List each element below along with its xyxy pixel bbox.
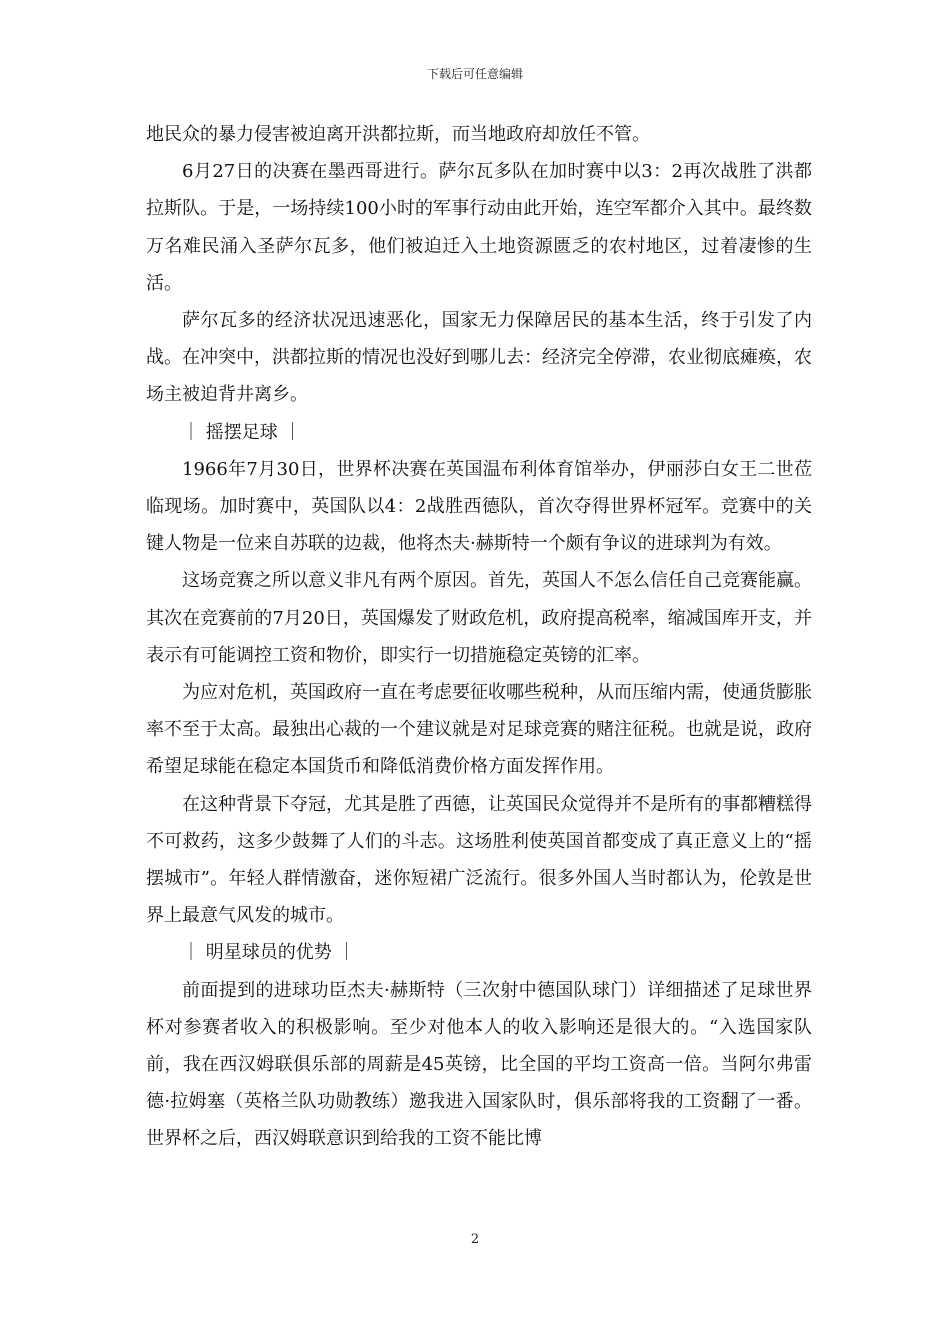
paragraph-swinging-city: 在这种背景下夺冠，尤其是胜了西德，让英国民众觉得并不是所有的事都糟糕得不可救药，这多少鼓舞了人们的斗志。这场胜利使英国首都变成了真正意义上的“摇摆城市”。年轻人群情激奋，迷你短裙广泛流行。很多外国人当时都认为，伦敦是世界上最意气风发的城市。 xyxy=(146,793,812,927)
page-number: 2 xyxy=(470,1232,480,1247)
paragraph-1966-final: 1966年7月30日，世界杯决赛在英国温布利体育馆举办，伊丽莎白女王二世莅临现场。加时赛中，英国队以4：2战胜西德队，首次夺得世界杯冠军。竞赛中的关键人物是一位来自苏联的边裁，他将杰夫·赫斯特一个颇有争议的进球判为有效。 xyxy=(146,458,812,555)
section-heading-swinging-football: ｜ 摇摆足球 ｜ xyxy=(182,421,302,443)
paragraph-final-match: 6月27日的决赛在墨西哥进行。萨尔瓦多队在加时赛中以3：2再次战胜了洪都拉斯队。于是，一场持续100小时的军事行动由此开始，连空军都介入其中。最终数万名难民涌入圣萨尔瓦多，他们被迫迁入土地资源匮乏的农村地区，过着凄惨的生活。 xyxy=(146,161,812,294)
page-header: 下载后可任意编辑 xyxy=(426,67,523,81)
section-heading-star-players: ｜ 明星球员的优势 ｜ xyxy=(182,942,356,964)
paragraph-civil-war: 萨尔瓦多的经济状况迅速恶化，国家无力保障居民的基本生活，终于引发了内战。在冲突中，洪都拉斯的情况也没好到哪儿去：经济完全停滞，农业彻底瘫痪，农场主被迫背井离乡。 xyxy=(146,310,812,406)
paragraph-crisis-response: 为应对危机，英国政府一直在考虑要征收哪些税种，从而压缩内需，使通货膨胀率不至于太高。最独出心裁的一个建议就是对足球竞赛的赌注征税。也就是说，政府希望足球能在稳定本国货币和降低消费价格方面发挥作用。 xyxy=(146,682,812,778)
paragraph-geoff-hurst: 前面提到的进球功臣杰夫·赫斯特（三次射中德国队球门）详细描述了足球世界杯对参赛者收入的积极影响。至少对他本人的收入影响还是很大的。“入选国家队前，我在西汉姆联俱乐部的周薪是45英镑，比全国的平均工资高一倍。当阿尔弗雷德·拉姆塞（英格兰队功勋教练）邀我进入国家队时，俱乐部将我的工资翻了一番。世界杯之后，西汉姆联意识到给我的工资不能比博 xyxy=(146,979,812,1150)
paragraph-significance: 这场竞赛之所以意义非凡有两个原因。首先，英国人不怎么信任自己竞赛能赢。其次在竞赛前的7月20日，英国爆发了财政危机，政府提高税率，缩减国库开支，并表示有可能调控工资和物价，即实行一切措施稳定英镑的汇率。 xyxy=(146,570,812,666)
paragraph-continuation: 地民众的暴力侵害被迫离开洪都拉斯，而当地政府却放任不管。 xyxy=(146,124,650,145)
document-body xyxy=(146,116,812,1158)
